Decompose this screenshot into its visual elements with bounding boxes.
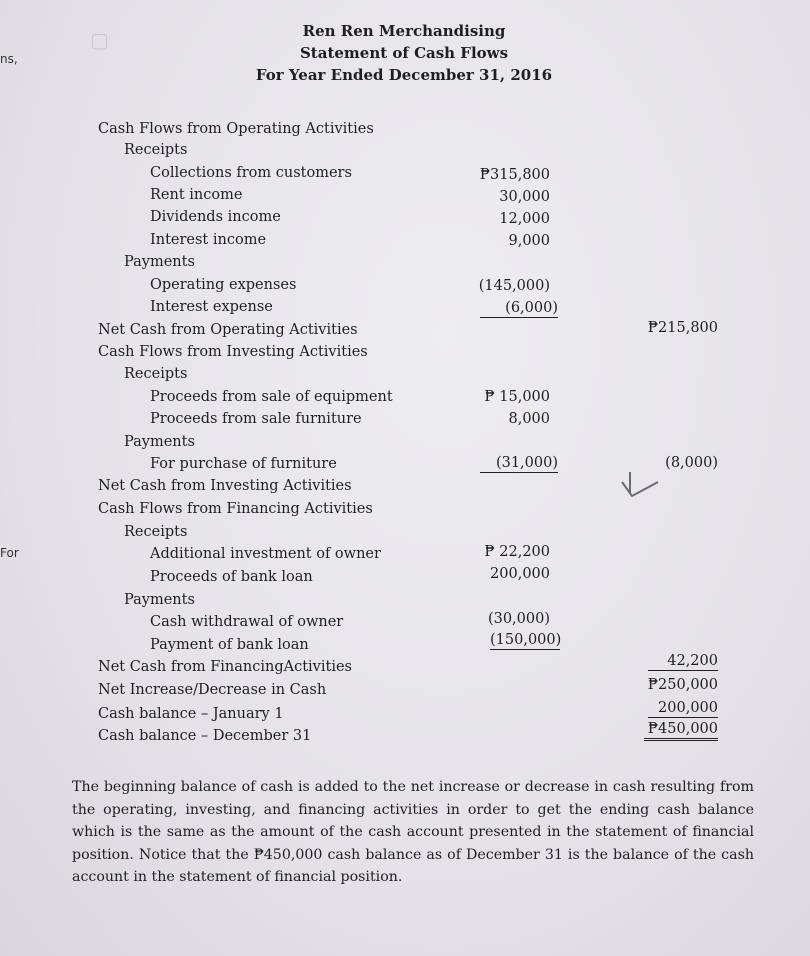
statement-period: For Year Ended December 31, 2016	[255, 66, 553, 84]
line-item-amount: (6,000)	[480, 299, 558, 318]
operating-net-label: Net Cash from Operating Activities	[98, 322, 358, 338]
cash-end-amount: ₱450,000	[644, 720, 718, 741]
net-increase-label: Net Increase/Decrease in Cash	[98, 682, 327, 698]
handwritten-check-mark	[616, 468, 668, 502]
line-item-amount: 8,000	[508, 411, 550, 427]
statement-title: Statement of Cash Flows	[299, 44, 509, 62]
line-item-amount: (31,000)	[480, 454, 558, 473]
explanation-paragraph: The beginning balance of cash is added to the net increase or decrease in cash resulting from the operating, investing, and financing activities in order to get the ending cash balance which is the same as the amount of the cash account presented in the statement of financial position. Notice that the ₱450,000 cash balance as of December 31 is the balance of the cash account in the statement of financial position.	[72, 779, 754, 886]
operating-receipts-label: Receipts	[124, 142, 188, 158]
line-item-label: Collections from customers	[150, 165, 352, 181]
line-item-label: Proceeds of bank loan	[150, 569, 313, 585]
company-name: Ren Ren Merchandising	[302, 22, 506, 40]
line-item-amount: (30,000)	[487, 611, 550, 627]
cash-begin-label: Cash balance – January 1	[98, 706, 284, 722]
line-item-label: Rent income	[150, 187, 243, 203]
line-item-amount: ₱ 15,000	[484, 389, 550, 405]
investing-net-label: Net Cash from Investing Activities	[98, 478, 352, 494]
line-item-amount: ₱315,800	[479, 167, 550, 183]
line-item-label: Dividends income	[150, 209, 281, 225]
line-item-amount: 12,000	[499, 211, 550, 227]
cash-begin-amount: 200,000	[648, 699, 718, 718]
investing-receipts-label: Receipts	[124, 366, 188, 382]
net-increase-amount: ₱250,000	[647, 677, 718, 693]
line-item-amount: 30,000	[499, 189, 550, 205]
investing-heading: Cash Flows from Investing Activities	[98, 344, 368, 360]
line-item-amount: (145,000)	[478, 278, 550, 294]
financing-net-amount: 42,200	[648, 652, 718, 671]
line-item-amount: (150,000)	[490, 632, 562, 648]
financing-payments-label: Payments	[124, 592, 195, 608]
financing-receipts-label: Receipts	[124, 524, 188, 540]
operating-net-amount: ₱215,800	[647, 320, 718, 336]
line-item-label: Interest expense	[150, 299, 273, 315]
line-item-label: Additional investment of owner	[150, 546, 381, 562]
operating-payments-label: Payments	[124, 254, 195, 270]
margin-fragment-left: For	[0, 546, 19, 560]
line-item-amount: ₱ 22,200	[484, 544, 550, 560]
bleed-through-text: ▢	[90, 28, 109, 52]
financing-heading: Cash Flows from Financing Activities	[98, 501, 373, 517]
cash-end-label: Cash balance – December 31	[98, 728, 312, 744]
line-item-label: Proceeds from sale of equipment	[150, 389, 393, 405]
line-item-label: Operating expenses	[150, 277, 297, 293]
line-item-amount: 200,000	[490, 566, 550, 582]
line-item-amount: 9,000	[508, 233, 550, 249]
operating-heading: Cash Flows from Operating Activities	[98, 121, 374, 137]
margin-fragment-top: ns,	[0, 52, 18, 66]
line-item-label: For purchase of furniture	[150, 456, 337, 472]
investing-payments-label: Payments	[124, 434, 195, 450]
investing-net-amount: (8,000)	[665, 455, 718, 471]
line-item-label: Interest income	[150, 232, 267, 248]
line-item-label: Proceeds from sale furniture	[150, 411, 362, 427]
line-item-label: Cash withdrawal of owner	[150, 614, 344, 630]
financing-net-label: Net Cash from FinancingActivities	[98, 659, 352, 675]
line-item-label: Payment of bank loan	[150, 637, 309, 653]
